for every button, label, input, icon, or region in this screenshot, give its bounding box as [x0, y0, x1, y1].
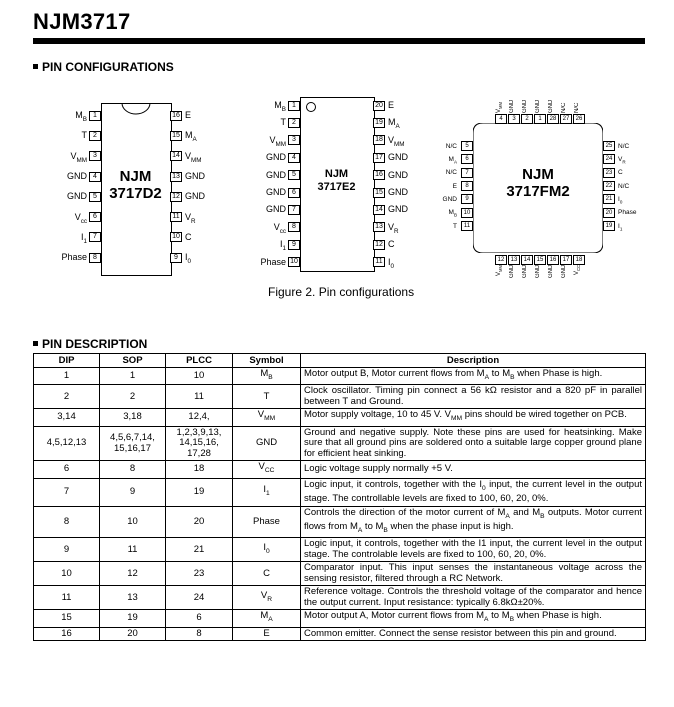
- table-cell-sop: 13: [100, 586, 166, 610]
- pin-label: GND: [388, 169, 408, 180]
- plcc-bottom-pin-label: $V_{CC}$: [574, 265, 582, 276]
- header-sop: SOP: [100, 354, 166, 368]
- table-cell-sop: 9: [100, 478, 166, 506]
- sop-chip-name: NJM 3717E2: [317, 168, 356, 193]
- sop-pin-right: [373, 257, 394, 272]
- pin-label: $V_{cc}$: [74, 211, 87, 225]
- table-row: [34, 506, 646, 538]
- table-cell-sym: $M_B$: [233, 368, 301, 385]
- pin-label: $M_B$: [274, 100, 286, 113]
- table-row: [34, 562, 646, 586]
- plcc-pin-right: [603, 168, 623, 178]
- plcc-pin-right: [603, 181, 629, 191]
- pin-label: $V_R$: [185, 211, 196, 225]
- table-cell-plcc: 20: [166, 506, 233, 538]
- pin-number-box: 17: [560, 255, 572, 265]
- pin-number-box: 15: [373, 188, 385, 198]
- bullet-square-icon: [33, 341, 38, 346]
- pin-label: $M_A$: [388, 117, 400, 131]
- plcc-pin-left: [453, 181, 473, 191]
- pin-label: $I_1$: [279, 239, 286, 252]
- table-cell-desc: Ground and negative supply. Note these pins are used for heatsinking. Make sure that all ground pins are soldered onto a suitable large copper ground plane for efficient heat sinking.: [301, 426, 646, 461]
- pin-label: GND: [266, 169, 286, 180]
- pin-number-box: 9: [288, 240, 300, 250]
- pin-label: $I_0$: [388, 256, 395, 270]
- sop-pin-right: [373, 187, 408, 198]
- pin-label: C: [388, 239, 395, 250]
- table-cell-sym: $V_R$: [233, 586, 301, 610]
- table-cell-desc: Logic input, it controls, together with the $I_0$ input, the current level in the output stage. The controllable levels are fixed to 100, 60, 20, 0%.: [301, 478, 646, 506]
- plcc-bottom-pin-label: GND: [561, 265, 567, 279]
- dip-pin-right: [170, 252, 191, 267]
- pin-number-box: 2: [89, 131, 101, 141]
- header-dip: DIP: [34, 354, 100, 368]
- table-cell-sym: $V_{CC}$: [233, 461, 301, 478]
- table-cell-sop: 20: [100, 627, 166, 641]
- table-cell-sym: $I_1$: [233, 478, 301, 506]
- pin-number-box: 12: [495, 255, 507, 265]
- plcc-pin-right: [603, 208, 636, 218]
- pin-label: $M_A$: [448, 156, 457, 165]
- pin-number-box: 3: [89, 151, 101, 161]
- table-cell-plcc: 8: [166, 627, 233, 641]
- table-cell-desc: Common emitter. Connect the sense resistor between this pin and ground.: [301, 627, 646, 641]
- table-row: [34, 627, 646, 641]
- table-cell-sym: GND: [233, 426, 301, 461]
- table-cell-sop: 2: [100, 385, 166, 409]
- plcc-pin-right: [603, 154, 626, 166]
- table-cell-dip: 3,14: [34, 409, 100, 426]
- table-cell-dip: 7: [34, 478, 100, 506]
- plcc-pin-right: [603, 194, 622, 206]
- pin-number-box: 7: [461, 168, 473, 178]
- table-cell-sop: 8: [100, 461, 166, 478]
- table-cell-sym: Phase: [233, 506, 301, 538]
- sop-pin-left: [266, 204, 300, 215]
- pin-label: $V_R$: [618, 156, 626, 165]
- dip-pin-right: [170, 232, 192, 243]
- dip-pin-left: [67, 171, 101, 182]
- dip-pin-right: [170, 171, 205, 182]
- pin-label: $I_1$: [618, 222, 623, 231]
- table-cell-sop: 4,5,6,7,14, 15,16,17: [100, 426, 166, 461]
- pin-number-box: 2: [521, 114, 533, 124]
- pin-number-box: 12: [373, 240, 385, 250]
- pin-number-box: 6: [89, 212, 101, 222]
- dip-pin-left: [67, 191, 101, 202]
- pin-number-box: 6: [461, 154, 473, 164]
- plcc-bottom-pin-label: $V_{MM}$: [496, 265, 504, 276]
- pin-label: T: [81, 130, 87, 141]
- plcc-bottom-pin-label: GND: [522, 265, 528, 279]
- pin-label: Phase: [618, 209, 637, 217]
- table-cell-plcc: 10: [166, 368, 233, 385]
- pin-label: Phase: [61, 252, 87, 263]
- plcc-bottom-pin-label: GND: [509, 265, 515, 279]
- sop-pin-left: [280, 239, 300, 254]
- pin-description-table: [33, 353, 646, 641]
- table-cell-desc: Motor output B, Motor current flows from $M_A$ to $M_B$ when Phase is high.: [301, 368, 646, 385]
- dip-pin-left: [82, 130, 102, 141]
- sop-pin-left: [274, 222, 300, 237]
- pin-number-box: 6: [288, 188, 300, 198]
- pin-number-box: 3: [288, 135, 300, 145]
- table-cell-sym: E: [233, 627, 301, 641]
- pin-number-box: 11: [373, 257, 385, 267]
- pin-number-box: 4: [495, 114, 507, 124]
- table-cell-sop: 19: [100, 610, 166, 627]
- plcc-top-pin-label: GND: [548, 99, 554, 113]
- header-description: Description: [301, 354, 646, 368]
- sop-pin-left: [281, 117, 301, 128]
- plcc-pin-left: [443, 194, 473, 204]
- plcc-pin-left: [449, 208, 473, 220]
- dip-pin-right: [170, 212, 196, 227]
- table-cell-sop: 3,18: [100, 409, 166, 426]
- table-cell-sym: $I_0$: [233, 538, 301, 562]
- pin-label: $V_{MM}$: [388, 134, 405, 148]
- pin-number-box: 14: [521, 255, 533, 265]
- dip-pin-right: [170, 151, 202, 166]
- pin-number-box: 11: [170, 212, 182, 222]
- dip-pin-left: [75, 212, 101, 227]
- pin-label: GND: [388, 187, 408, 197]
- table-row: [34, 538, 646, 562]
- pin-label: $M_A$: [185, 130, 197, 144]
- pin-label: $V_{MM}$: [185, 150, 202, 164]
- pin-number-box: 13: [508, 255, 520, 265]
- pin-label: GND: [388, 204, 408, 215]
- header-plcc: PLCC: [166, 354, 233, 368]
- sop-pin-left: [266, 152, 300, 163]
- pin-number-box: 14: [170, 151, 182, 161]
- table-cell-sym: C: [233, 562, 301, 586]
- table-row: [34, 586, 646, 610]
- table-cell-dip: 10: [34, 562, 100, 586]
- dip-chip-name: NJM 3717D2: [109, 168, 162, 203]
- table-cell-plcc: 11: [166, 385, 233, 409]
- plcc-top-pin-label: N/C: [561, 102, 567, 113]
- pin-label: GND: [185, 170, 205, 181]
- pin-label: $V_{cc}$: [273, 221, 286, 235]
- pin-number-box: 5: [89, 192, 101, 202]
- sop-pin-right: [373, 204, 408, 215]
- pin-label: GND: [266, 152, 286, 163]
- pin-label: C: [618, 169, 623, 177]
- table-cell-dip: 8: [34, 506, 100, 538]
- dip-pin-left: [75, 110, 101, 125]
- sop-pin-right: [373, 222, 399, 237]
- sop-pin-right: [373, 100, 394, 111]
- pin-number-box: 27: [560, 114, 572, 124]
- plcc-pin-left: [446, 141, 473, 151]
- pin-number-box: 16: [547, 255, 559, 265]
- sop-pin-left: [266, 170, 300, 181]
- table-cell-dip: 6: [34, 461, 100, 478]
- pin-number-box: 10: [461, 208, 473, 218]
- figure-caption: Figure 2. Pin configurations: [268, 285, 415, 299]
- pin-number-box: 12: [170, 192, 182, 202]
- table-row: [34, 385, 646, 409]
- plcc-top-pin-label: $V_{MM}$: [496, 102, 504, 113]
- sop-pin-left: [274, 100, 300, 115]
- pin-number-box: 8: [89, 253, 101, 263]
- table-row: [34, 368, 646, 385]
- pin-number-box: 1: [89, 111, 101, 121]
- table-header-row: [34, 354, 646, 368]
- pin-number-box: 22: [603, 181, 615, 191]
- pin-label: GND: [266, 187, 286, 197]
- pin-label: E: [452, 182, 457, 190]
- pin-label: T: [453, 222, 457, 230]
- pin-number-box: 16: [373, 170, 385, 180]
- plcc-pin-left: [446, 168, 473, 178]
- title-rule: [33, 38, 645, 44]
- table-cell-sym: T: [233, 385, 301, 409]
- table-row: [34, 610, 646, 627]
- pin1-marker-icon: [305, 101, 317, 113]
- dip-pin-left: [61, 252, 101, 263]
- table-row: [34, 461, 646, 478]
- pin-number-box: 18: [573, 255, 585, 265]
- pin-number-box: 15: [170, 131, 182, 141]
- table-cell-plcc: 1,2,3,9,13, 14,15,16, 17,28: [166, 426, 233, 461]
- table-cell-sop: 11: [100, 538, 166, 562]
- sop-pin-left: [266, 187, 300, 198]
- dip-notch-icon: [121, 103, 151, 115]
- table-cell-dip: 2: [34, 385, 100, 409]
- table-cell-desc: Logic input, it controls, together with the I1 input, the current level in the output stage. The controlable levels are fixed to 100, 60, 20, 0%.: [301, 538, 646, 562]
- plcc-top-pin-label: GND: [535, 99, 541, 113]
- pin-number-box: 13: [373, 222, 385, 232]
- sop-pin-left: [269, 135, 300, 150]
- table-cell-plcc: 19: [166, 478, 233, 506]
- table-cell-desc: Logic voltage supply normally +5 V.: [301, 461, 646, 478]
- pin-number-box: 15: [534, 255, 546, 265]
- pin-number-box: 9: [170, 253, 182, 263]
- table-cell-dip: 11: [34, 586, 100, 610]
- pin-number-box: 28: [547, 114, 559, 124]
- pin-label: GND: [185, 191, 205, 202]
- pin-label: N/C: [445, 142, 457, 150]
- plcc-top-pin-label: GND: [522, 99, 528, 113]
- table-cell-dip: 1: [34, 368, 100, 385]
- pin-number-box: 14: [373, 205, 385, 215]
- table-cell-desc: Comparator input. This input senses the instantaneous voltage across the sensing resistor, filtered through a RC Network.: [301, 562, 646, 586]
- plcc-chip-name: NJM 3717FM2: [506, 166, 570, 201]
- dip-pin-right: [170, 130, 197, 145]
- dip-pin-left: [81, 232, 101, 247]
- table-row: [34, 409, 646, 426]
- table-cell-desc: Motor output A, Motor current flows from $M_A$ to $M_B$ when Phase is high.: [301, 610, 646, 627]
- pin-label: $M_B$: [75, 110, 87, 123]
- pin-label: GND: [442, 195, 457, 203]
- pin-number-box: 26: [573, 114, 585, 124]
- pin-number-box: 1: [288, 101, 300, 111]
- pin-number-box: 4: [89, 172, 101, 182]
- plcc-bottom-pin-label: GND: [535, 265, 541, 279]
- table-cell-sym: $V_{MM}$: [233, 409, 301, 426]
- pin-label: $V_{MM}$: [269, 134, 286, 148]
- dip-pin-right: [170, 110, 191, 121]
- pin-number-box: 13: [170, 172, 182, 182]
- table-cell-desc: Clock oscillator. Timing pin connect a 56 kΩ resistor and a 820 pF in parallel between T and Ground.: [301, 385, 646, 409]
- pin-number-box: 16: [170, 111, 182, 121]
- sop-pin-right: [373, 152, 408, 163]
- pin-number-box: 2: [288, 118, 300, 128]
- pin-number-box: 5: [461, 141, 473, 151]
- dip-pin-left: [70, 151, 101, 166]
- pin-label: GND: [67, 170, 87, 181]
- pin-number-box: 19: [603, 221, 615, 231]
- table-cell-dip: 9: [34, 538, 100, 562]
- table-cell-sop: 10: [100, 506, 166, 538]
- pin-number-box: 20: [373, 101, 385, 111]
- pin-label: $I_1$: [80, 231, 87, 245]
- sop-pin-right: [373, 170, 408, 181]
- table-cell-sym: $M_A$: [233, 610, 301, 627]
- plcc-pin-left: [453, 221, 473, 231]
- pin-number-box: 10: [170, 232, 182, 242]
- header-symbol: Symbol: [233, 354, 301, 368]
- pin-label: Phase: [260, 256, 286, 267]
- pin-number-box: 10: [288, 257, 300, 267]
- table-cell-sop: 12: [100, 562, 166, 586]
- pin-number-box: 23: [603, 168, 615, 178]
- table-cell-desc: Motor supply voltage, 10 to 45 V. $V_{MM}$ pins should be wired together on PCB.: [301, 409, 646, 426]
- pin-label: $I_0$: [618, 195, 623, 205]
- pin-label: GND: [388, 152, 408, 163]
- table-cell-plcc: 24: [166, 586, 233, 610]
- plcc-top-pin-label: GND: [509, 99, 515, 113]
- sop-pin-right: [373, 135, 405, 150]
- pin-number-box: 8: [461, 181, 473, 191]
- pin-label: $V_R$: [388, 221, 399, 235]
- table-row: [34, 478, 646, 506]
- pin-number-box: 3: [508, 114, 520, 124]
- pin-number-box: 9: [461, 194, 473, 204]
- pin-label: N/C: [618, 182, 630, 190]
- pin-label: GND: [67, 191, 87, 202]
- pin-label: C: [185, 231, 192, 242]
- pin-number-box: 5: [288, 170, 300, 180]
- pin-label: E: [388, 100, 395, 110]
- pin-number-box: 7: [288, 205, 300, 215]
- table-cell-desc: Reference voltage. Controls the threshold voltage of the comparator and hence the output current. Input resistance: typically 6.8kΩ±20%.: [301, 586, 646, 610]
- table-cell-plcc: 21: [166, 538, 233, 562]
- pin-label: N/C: [618, 142, 630, 150]
- table-cell-plcc: 6: [166, 610, 233, 627]
- table-cell-desc: Controls the direction of the motor current of $M_A$ and $M_B$ outputs. Motor current flows from $M_A$ to $M_B$ when the phase input is high.: [301, 506, 646, 538]
- plcc-pin-right: [603, 221, 622, 233]
- pin-number-box: 11: [461, 221, 473, 231]
- pin-number-box: 20: [603, 208, 615, 218]
- pin-label: GND: [266, 204, 286, 215]
- pin-label: N/C: [445, 169, 457, 177]
- plcc-pin-left: [449, 154, 473, 166]
- pin-number-box: 19: [373, 118, 385, 128]
- sop-pin-right: [373, 239, 395, 250]
- table-cell-dip: 15: [34, 610, 100, 627]
- pin-label: $I_0$: [185, 252, 192, 265]
- document-title: NJM3717: [33, 9, 131, 34]
- plcc-pin-right: [603, 141, 629, 151]
- section-heading-pin-description: PIN DESCRIPTION: [33, 337, 147, 351]
- sop-pin-right: [373, 117, 400, 132]
- pin-number-box: 24: [603, 154, 615, 164]
- table-cell-sop: 1: [100, 368, 166, 385]
- pin-label: $V_{MM}$: [70, 150, 87, 164]
- plcc-top-pin-label: N/C: [574, 102, 580, 113]
- table-cell-plcc: 12,4,: [166, 409, 233, 426]
- dip-pin-right: [170, 191, 205, 202]
- plcc-bottom-pin-label: GND: [548, 265, 554, 279]
- table-cell-dip: 4,5,12,13: [34, 426, 100, 461]
- section-heading-pin-config: PIN CONFIGURATIONS: [33, 60, 174, 74]
- pin-label: $M_B$: [448, 209, 457, 218]
- table-cell-dip: 16: [34, 627, 100, 641]
- pin-label: E: [185, 110, 192, 120]
- pin-label: T: [280, 117, 286, 128]
- bullet-square-icon: [33, 64, 38, 69]
- pin-number-box: 17: [373, 153, 385, 163]
- table-cell-plcc: 18: [166, 461, 233, 478]
- pin-number-box: 4: [288, 153, 300, 163]
- table-cell-plcc: 23: [166, 562, 233, 586]
- pin-number-box: 25: [603, 141, 615, 151]
- pin-number-box: 18: [373, 135, 385, 145]
- sop-pin-left: [260, 257, 300, 268]
- pin-number-box: 8: [288, 222, 300, 232]
- table-row: [34, 426, 646, 461]
- pin-number-box: 21: [603, 194, 615, 204]
- pin-number-box: 1: [534, 114, 546, 124]
- pin-number-box: 7: [89, 232, 101, 242]
